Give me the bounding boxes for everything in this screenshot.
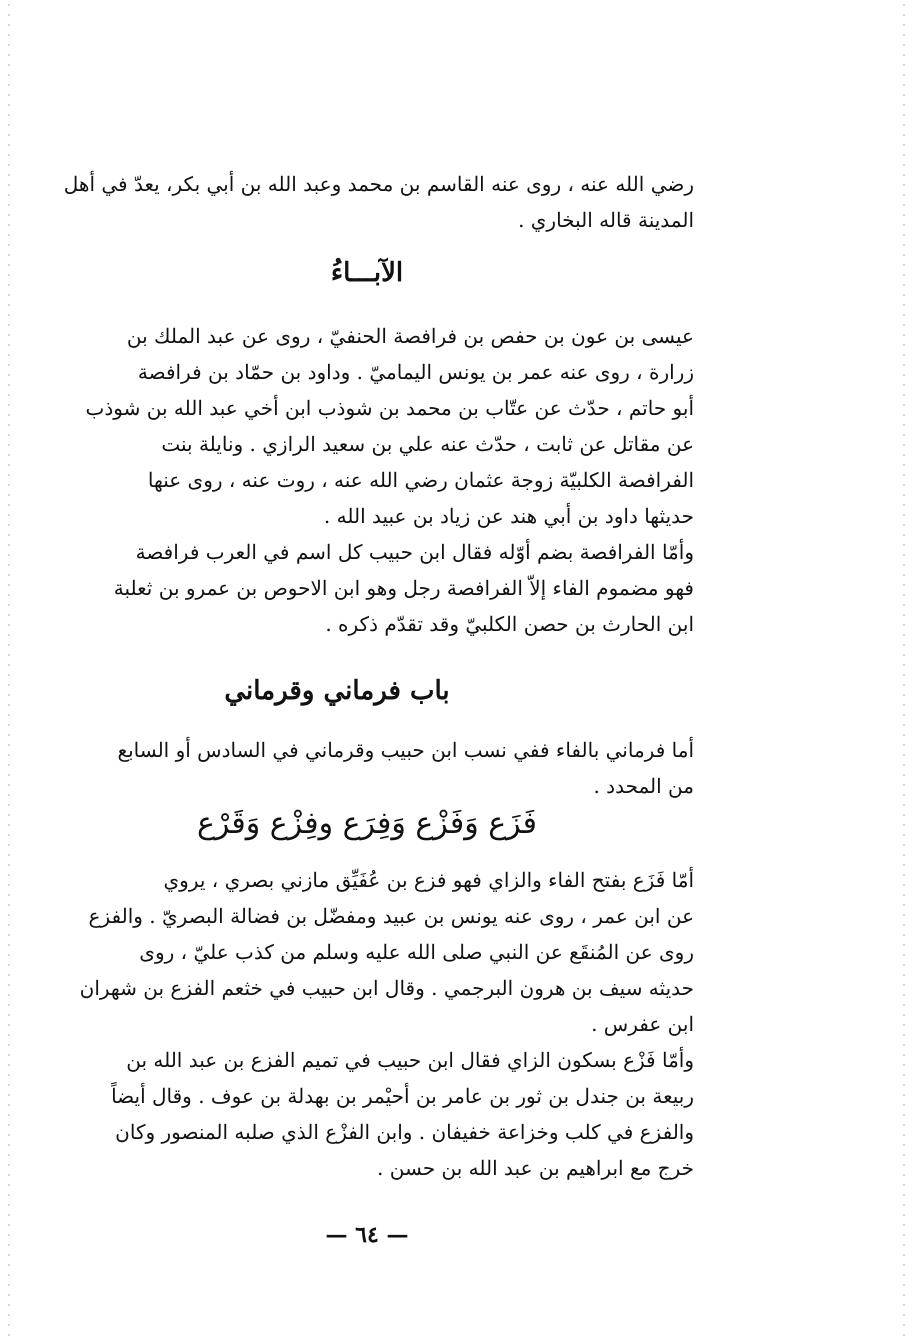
section-heading-bab: باب فرماني وقرماني <box>224 676 450 706</box>
text-line: عن ابن عمر ، روى عنه يونس بن عبيد ومفضّل بن فضالة البصريّ . والفزع <box>88 904 694 928</box>
text-line: أمّا فَزَع بفتح الفاء والزاي فهو فزع بن عُفَيِّق مازني بصري ، يروي <box>163 868 694 892</box>
intro-paragraph <box>40 166 694 238</box>
text-line: الفرافصة الكلبيّة زوجة عثمان رضي الله عنه ، روت عنه ، روى عنها <box>147 468 694 492</box>
section-heading-faza: فَزَع وَفَزْع وَفِرَع وفِزْع وَقَرْع <box>196 806 538 841</box>
text-line: عيسى بن عون بن حفص بن فرافصة الحنفيّ ، روى عن عبد الملك بن <box>126 324 694 348</box>
text-line: عن مقاتل عن ثابت ، حدّث عنه علي بن سعيد الرازي . ونايلة بنت <box>161 432 694 456</box>
text-line: خرج مع ابراهيم بن عبد الله بن حسن . <box>377 1156 694 1180</box>
text-line: حديثه سيف بن هرون البرجمي . وقال ابن حبيب في خثعم الفزع بن شهران <box>79 976 694 1000</box>
text-line: من المحدد . <box>593 774 694 798</box>
text-line: حديثها داود بن أبي هند عن زياد بن عبيد الله . <box>323 504 694 528</box>
text-line: ابن الحارث بن حصن الكلبيّ وقد تقدّم ذكره . <box>325 612 694 636</box>
text-line: ربيعة بن جندل بن ثور بن عامر بن أحيْمر بن بهدلة بن عوف . وقال أيضاً <box>111 1084 694 1108</box>
text-line: وأمّا الفرافصة بضم أوّله فقال ابن حبيب كل اسم في العرب فرافصة <box>135 540 694 564</box>
section-faza-paragraph <box>40 862 694 1186</box>
section-heading-aba: الآبـــاءُ <box>330 258 404 288</box>
text-line: أما فرماني بالفاء ففي نسب ابن حبيب وقرماني في السادس أو السابع <box>117 738 694 762</box>
text-line: رضي الله عنه ، روى عنه القاسم بن محمد وعبد الله بن أبي بكر، يعدّ في أهل <box>63 172 694 196</box>
page-number: — ٦٤ — <box>325 1222 409 1248</box>
section-aba-paragraph <box>40 318 694 642</box>
text-line: والفزع في كلب وخزاعة خفيفان . وابن الفزْع الذي صلبه المنصور وكان <box>115 1120 694 1144</box>
text-line: فهو مضموم الفاء إلاّ الفرافصة رجل وهو ابن الاحوص بن عمرو بن ثعلبة <box>113 576 694 600</box>
text-line: وأمّا فَزْع بسكون الزاي فقال ابن حبيب في تميم الفزع بن عبد الله بن <box>126 1048 694 1072</box>
text-line: ابن عفرس . <box>591 1012 694 1036</box>
right-edge-dots <box>903 0 905 1344</box>
left-edge-dots <box>8 0 10 1344</box>
text-line: أبو حاتم ، حدّث عن عتّاب بن محمد بن شوذب ابن أخي عبد الله بن شوذب <box>85 396 694 420</box>
section-bab-paragraph <box>40 732 694 804</box>
text-line: روى عن المُنقَع عن النبي صلى الله عليه وسلم من كذب عليّ ، روى <box>139 940 694 964</box>
text-line: زرارة ، روى عنه عمر بن يونس اليماميّ . وداود بن حمّاد بن فرافصة <box>137 360 694 384</box>
text-line: المدينة قاله البخاري . <box>518 208 694 232</box>
